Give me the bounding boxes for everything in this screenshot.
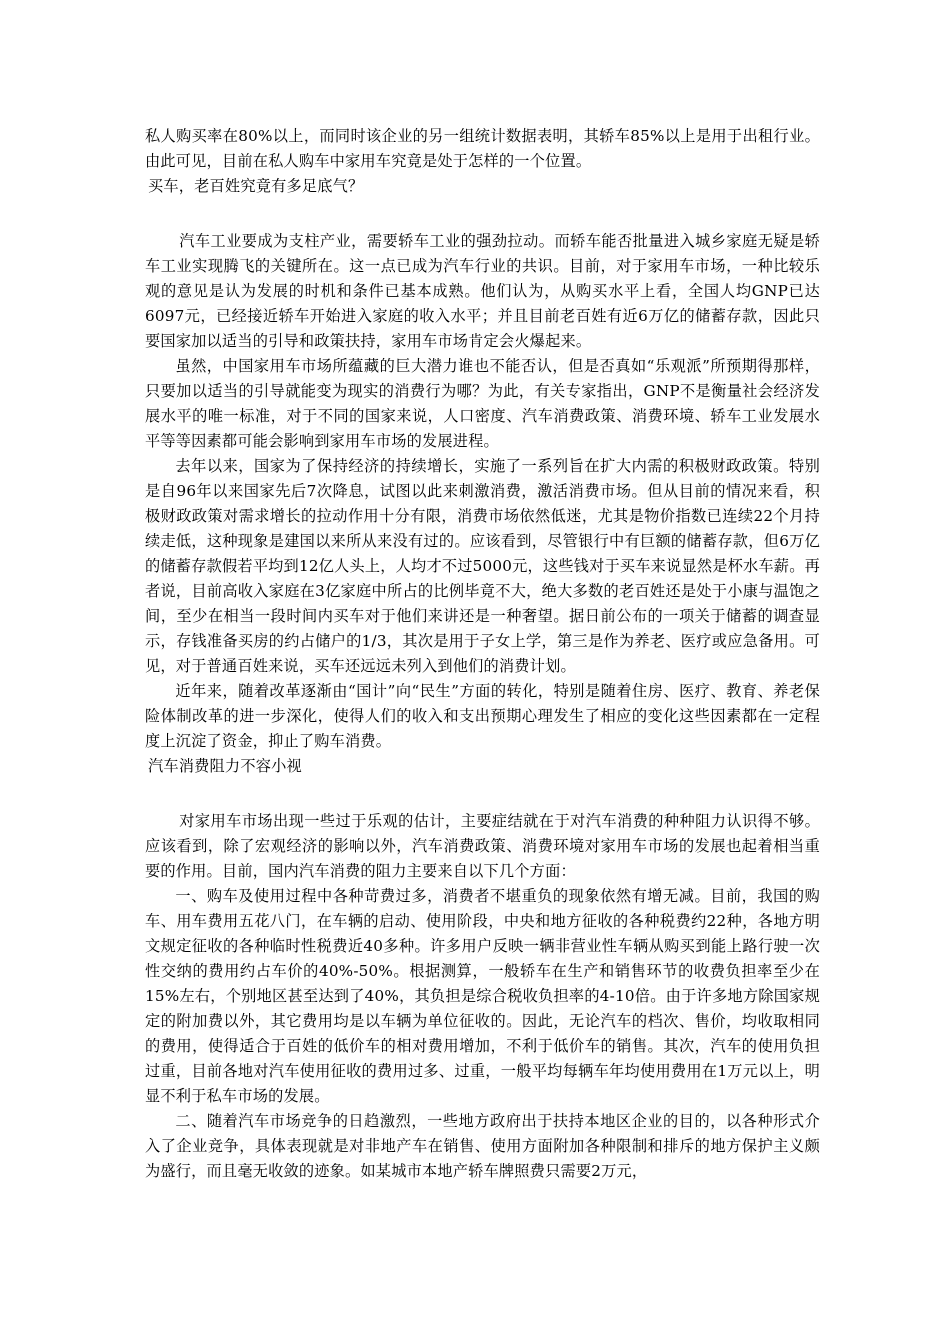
section-heading-buying-power: 买车，老百姓究竟有多足底气？: [148, 177, 364, 195]
paragraph: 汽车工业要成为支柱产业，需要轿车工业的强劲拉动。而轿车能否批量进入城乡家庭无疑是轿车工业实现腾飞的关键所在。这一点已成为汽车行业的共识。目前，对于家用车市场，一种比较乐观的意见是认为发展的时机和条件已基本成熟。他们认为，从购买水平上看，全国人均GNP已达6097元，已经接近轿车开始进入家庭的收入水平；并且目前老百姓有近6万亿的储蓄存款，因此只要国家加以适当的引导和政策扶持，家用车市场肯定会火爆起来。: [145, 232, 820, 350]
paragraph: 对家用车市场出现一些过于乐观的估计，主要症结就在于对汽车消费的种种阻力认识得不够。应该看到，除了宏观经济的影响以外，汽车消费政策、消费环境对家用车市场的发展也起着相当重要的作用。目前，国内汽车消费的阻力主要来自以下几个方面：: [145, 812, 820, 880]
section-heading-consumption-resistance: 汽车消费阻力不容小视: [148, 757, 302, 775]
paragraph: 近年来，随着改革逐渐由“国计”向“民生”方面的转化，特别是随着住房、医疗、教育、养老保险体制改革的进一步深化，使得人们的收入和支出预期心理发生了相应的变化这些因素都在一定程度上沉淀了资金，抑止了购车消费。: [145, 682, 820, 750]
paragraph: 二、随着汽车市场竞争的日趋激烈，一些地方政府出于扶持本地区企业的目的，以各种形式介入了企业竞争，具体表现就是对非地产车在销售、使用方面附加各种限制和排斥的地方保护主义颇为盛行，而且毫无收敛的迹象。如某城市本地产轿车牌照费只需要2万元，: [145, 1112, 820, 1180]
blank-line: [145, 779, 820, 809]
document-body: [145, 124, 820, 1184]
paragraph: 去年以来，国家为了保持经济的持续增长，实施了一系列旨在扩大内需的积极财政政策。特别是自96年以来国家先后7次降息，试图以此来刺激消费，激活消费市场。但从目前的情况来看，积极财政政策对需求增长的拉动作用十分有限，消费市场依然低迷，尤其是物价指数已连续22个月持续走低，这种现象是建国以来所从来没有过的。应该看到，尽管银行中有巨额的储蓄存款，但6万亿的储蓄存款假若平均到12亿人头上，人均才不过5000元，这些钱对于买车来说显然是杯水车薪。再者说，目前高收入家庭在3亿家庭中所占的比例毕竟不大，绝大多数的老百姓还是处于小康与温饱之间，至少在相当一段时间内买车对于他们来讲还是一种奢望。据日前公布的一项关于储蓄的调查显示，存钱准备买房的约占储户的1/3，其次是用于子女上学，第三是作为养老、医疗或应急备用。可见，对于普通百姓来说，买车还远远未列入到他们的消费计划。: [145, 457, 820, 675]
paragraph-continuation: 私人购买率在80%以上，而同时该企业的另一组统计数据表明，其轿车85%以上是用于出租行业。由此可见，目前在私人购车中家用车究竟是处于怎样的一个位置。: [145, 127, 820, 170]
paragraph: 虽然，中国家用车市场所蕴藏的巨大潜力谁也不能否认，但是否真如“乐观派”所预期得那样，只要加以适当的引导就能变为现实的消费行为哪？为此，有关专家指出，GNP不是衡量社会经济发展水平的唯一标准，对于不同的国家来说，人口密度、汽车消费政策、消费环境、轿车工业发展水平等等因素都可能会影响到家用车市场的发展进程。: [145, 357, 820, 450]
blank-line: [145, 199, 820, 229]
paragraph: 一、购车及使用过程中各种苛费过多，消费者不堪重负的现象依然有增无减。目前，我国的购车、用车费用五花八门，在车辆的启动、使用阶段，中央和地方征收的各种税费约22种，各地方明文规定征收的各种临时性税费近40多种。许多用户反映一辆非营业性车辆从购买到能上路行驶一次性交纳的费用约占车价的40%-50%。根据测算，一般轿车在生产和销售环节的收费负担率至少在15%左右，个别地区甚至达到了40%，其负担是综合税收负担率的4-10倍。由于许多地方除国家规定的附加费以外，其它费用均是以车辆为单位征收的。因此，无论汽车的档次、售价，均收取相同的费用，使得适合于百姓的低价车的相对费用增加，不利于低价车的销售。其次，汽车的使用负担过重，目前各地对汽车使用征收的费用过多、过重，一般平均每辆车年均使用费用在1万元以上，明显不利于私车市场的发展。: [145, 887, 820, 1105]
